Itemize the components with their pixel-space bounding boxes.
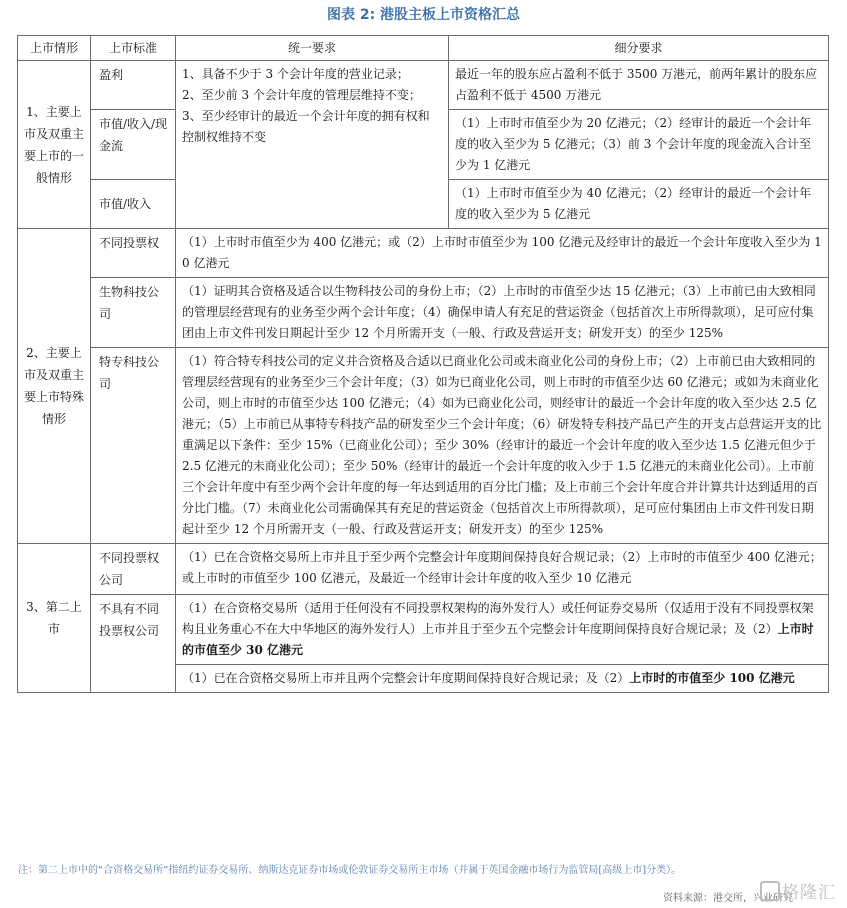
category-cell: 2、主要上市及双重主要上市特殊情形 <box>18 229 91 544</box>
standard-cell: 市值/收入/现金流 <box>91 110 176 180</box>
table-row <box>18 61 829 110</box>
detail-cell: （1）上市时市值至少为 400 亿港元；或（2）上市时市值至少为 100 亿港元及经审计的最近一个会计年度收入至少为 10 亿港元 <box>176 229 829 278</box>
standard-cell: 不同投票权公司 <box>91 544 176 595</box>
detail-cell: （1）证明其合资格及适合以生物科技公司的身份上市；（2）上市时的市值至少达 15 亿港元；（3）上市前已由大致相同的管理层经营现有的业务至少两个会计年度；（4）确保申请人有充足的营运资金（包括首次上市所得款项），足可应付集团由上市文件刊发日期起计至少 12 个月所需开支（一般、行政及营运开支；研发开支）的至少 125% <box>176 278 829 348</box>
detail-bold-text: 上市时的市值至少 30 亿港元 <box>182 622 814 657</box>
category-cell: 3、第二上市 <box>18 544 91 693</box>
unified-requirements-cell: 1、具备不少于 3 个会计年度的营业记录； 2、至少前 3 个会计年度的管理层维持不变； 3、至少经审计的最近一个会计年度的拥有权和控制权维持不变 <box>176 61 449 229</box>
header-cell-detail: 细分要求 <box>449 36 829 61</box>
listing-requirements-table <box>17 35 829 693</box>
detail-cell: （1）符合特专科技公司的定义并合资格及合适以已商业化公司或未商业化公司的身份上市；（2）上市前已由大致相同的管理层经营现有的业务至少三个会计年度；（3）如为已商业化公司，则上市时的市值至少达 60 亿港元；或如为未商业化公司，则上市时的市值至少达 100 亿港元；（4）如为已商业化公司，则经审计的最近一个会计年度的收入至少达 2.5 亿港元；（5）上市前已从事特专科技产品的研发至少三个会计年度；（6）研发特专科技产品已产生的开支占总营运开支的比重满足以下条件：至少 15%（已商业化公司）；至少 30%（经审计的最近一个会计年度的收入至少达 1.5 亿港元但少于 2.5 亿港元的未商业化公司）；至少 50%（经审计的最近一个会计年度的收入少于 1.5 亿港元的未商业化公司）。上市前三个会计年度中有至少两个会计年度的每一年达到适用的百分比门槛；及上市前三个会计年度合并计算共计达到适用的百分比门槛。（7）未商业化公司需确保其有充足的营运资金（包括首次上市所得款项），足可应付集团由上市文件刊发日期起计至少 12 个月所需开支（一般、行政及营运开支；研发开支）的至少 125% <box>176 348 829 544</box>
watermark-text: 格隆汇 <box>782 883 836 903</box>
source-text: 资料来源：港交所，兴业研究 <box>663 893 793 904</box>
category-cell: 1、主要上市及双重主要上市的一般情形 <box>18 61 91 229</box>
standard-cell: 盈利 <box>91 61 176 110</box>
table-row <box>18 229 829 278</box>
header-cell-category: 上市情形 <box>18 36 91 61</box>
watermark <box>760 878 836 903</box>
header-cell-standard: 上市标准 <box>91 36 176 61</box>
table-row <box>18 348 829 544</box>
detail-cell: （1）上市时市值至少为 40 亿港元；（2）经审计的最近一个会计年度的收入至少为 5 亿港元 <box>449 180 829 229</box>
standard-cell: 市值/收入 <box>91 180 176 229</box>
header-cell-unified: 统一要求 <box>176 36 449 61</box>
table-row <box>18 544 829 595</box>
table-row <box>18 278 829 348</box>
table-row <box>18 595 829 665</box>
standard-cell: 生物科技公司 <box>91 278 176 348</box>
standard-cell: 不具有不同投票权公司 <box>91 595 176 693</box>
standard-cell: 特专科技公司 <box>91 348 176 544</box>
detail-cell: （1）上市时市值至少为 20 亿港元；（2）经审计的最近一个会计年度的收入至少为 5 亿港元；（3）前 3 个会计年度的现金流入合计至少为 1 亿港元 <box>449 110 829 180</box>
header-row <box>18 36 829 61</box>
detail-cell <box>176 665 829 693</box>
detail-cell <box>176 595 829 665</box>
detail-bold-text: 上市时的市值至少 100 亿港元 <box>629 671 795 685</box>
figure-title: 图表 2: 港股主板上市资格汇总 <box>326 7 521 23</box>
standard-cell: 不同投票权 <box>91 229 176 278</box>
detail-text: （1）在合资格交易所（适用于任何没有不同投票权架构的海外发行人）或任何证券交易所（仅适用于没有不同投票权架构且业务重心不在大中华地区的海外发行人）上市并且于至少五个完整会计年度期间保持良好合规记录；及（2） <box>182 601 814 636</box>
detail-cell: （1）已在合资格交易所上市并且于至少两个完整会计年度期间保持良好合规记录；（2）上市时的市值至少 400 亿港元；或上市时的市值至少 100 亿港元，及最近一个经审计会计年度的收入至少 10 亿港元 <box>176 544 829 595</box>
detail-text: （1）已在合资格交易所上市并且两个完整会计年度期间保持良好合规记录；及（2） <box>182 671 630 685</box>
detail-cell: 最近一年的股东应占盈利不低于 3500 万港元，前两年累计的股东应占盈利不低于 4500 万港元 <box>449 61 829 110</box>
watermark-logo-icon <box>760 881 780 901</box>
footnote: 注：第二上市中的“合资格交易所”指纽约证券交易所、纳斯达克证券市场或伦敦证券交易所主市场（并属于英国金融市场行为监管局[高级上市]分类）。 <box>18 865 682 876</box>
